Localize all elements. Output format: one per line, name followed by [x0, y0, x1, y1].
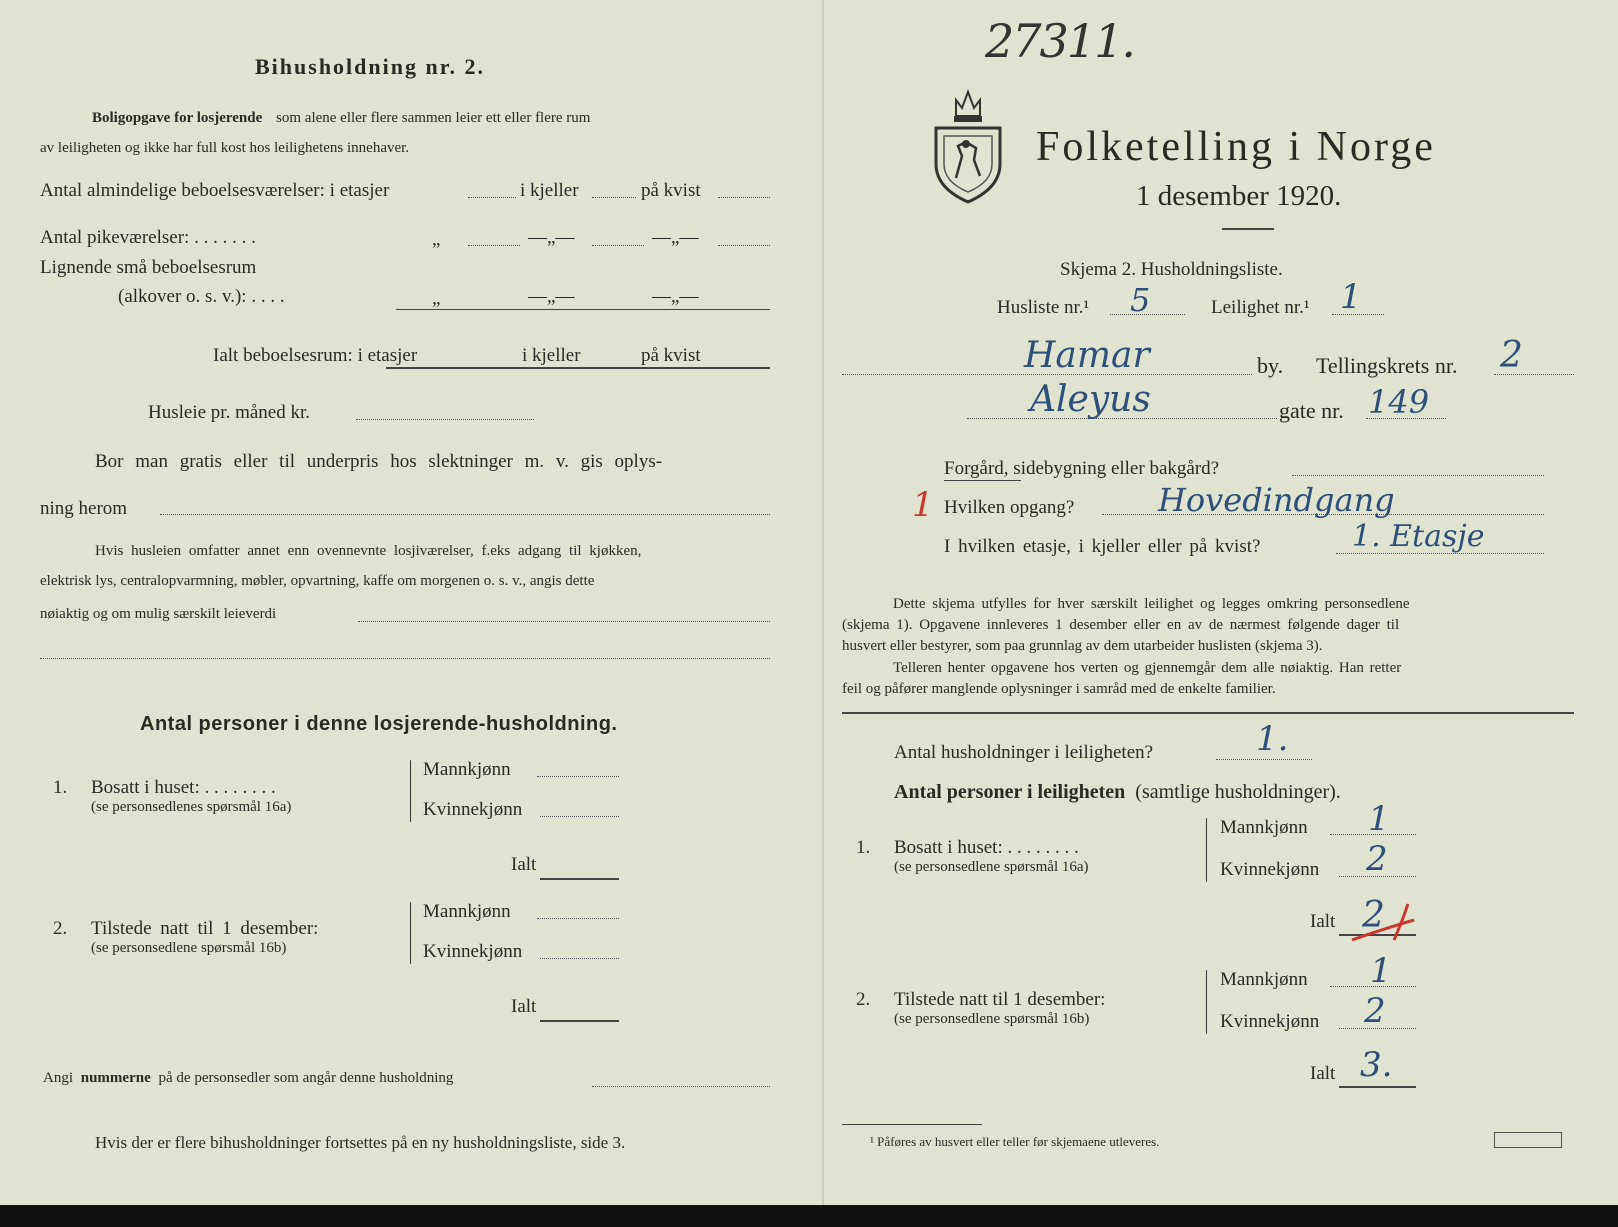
- etasje-label: I hvilken etasje, i kjeller eller på kvist?: [944, 536, 1261, 557]
- husleie-field[interactable]: [356, 419, 534, 420]
- pike-ditto-2: —„—: [528, 227, 575, 248]
- antal-pers-heading: [894, 782, 1341, 802]
- leieverdi-field[interactable]: [358, 621, 770, 622]
- ialt-kjeller-label: i kjeller: [522, 345, 581, 366]
- ning-herom-label: ning herom: [40, 498, 128, 519]
- intro-bold: Boligopgave for losjerende: [92, 110, 263, 126]
- right-q1-brace: [1206, 818, 1207, 882]
- bor-man-text: Bor man gratis eller til underpris hos slektninger m. v. gis oplys-: [95, 451, 663, 472]
- right-q2-mann-value[interactable]: 1: [1370, 951, 1392, 991]
- right-q1-kvinne-label: Kvinnekjønn: [1220, 859, 1320, 880]
- right-date: 1 desember 1920.: [1136, 180, 1342, 212]
- alm-kjeller-field[interactable]: [592, 197, 636, 198]
- footnote-rule: [842, 1124, 982, 1125]
- left-q2-sub: (se personsedlene spørsmål 16b): [91, 940, 287, 956]
- intro-line-1: [92, 111, 590, 126]
- krets-label: Tellingskrets nr.: [1316, 353, 1458, 378]
- left-persons-heading: Antal personer i denne losjerende-husholdning.: [140, 713, 618, 735]
- right-q2-ialt-value[interactable]: 3.: [1360, 1045, 1393, 1085]
- forgaard-underline: [944, 480, 1021, 481]
- lignende-label-2: (alkover o. s. v.): . . . .: [118, 286, 285, 307]
- angi-field[interactable]: [592, 1086, 770, 1087]
- leieverdi-field-2[interactable]: [40, 658, 770, 659]
- hvis-line-1: Hvis husleien omfatter annet enn ovennevnte losjiværelser, f.eks adgang til kjøkken,: [95, 543, 642, 559]
- left-q1-brace: [410, 760, 411, 822]
- pike-kvist-field[interactable]: [718, 245, 770, 246]
- husliste-value[interactable]: 5: [1130, 281, 1151, 319]
- ialt-rum-underline: [386, 367, 770, 369]
- footnote-text: ¹ Påføres av husvert eller teller før skjemaene utleveres.: [870, 1134, 1160, 1149]
- opgang-red-mark: 1: [912, 485, 934, 525]
- title-rule: [1222, 228, 1274, 230]
- hvis-line-3: nøiaktig og om mulig særskilt leieverdi: [40, 606, 277, 622]
- left-title: Bihusholdning nr. 2.: [255, 54, 485, 79]
- intro-rest: som alene eller flere sammen leier ett eller flere rum: [276, 110, 591, 126]
- pike-kjeller-field[interactable]: [592, 245, 644, 246]
- left-q1-mann-label: Mannkjønn: [423, 759, 511, 780]
- ialt-rum-label: Ialt beboelsesrum: i etasjer: [213, 345, 418, 366]
- left-q2-ialt-label: Ialt: [511, 996, 537, 1017]
- left-q1-num: 1.: [53, 777, 68, 798]
- left-q2-kvinne-label: Kvinnekjønn: [423, 941, 523, 962]
- ialt-kvist-label: på kvist: [641, 345, 701, 366]
- right-q1-ialt-label: Ialt: [1310, 911, 1336, 932]
- pike-etasjer-field[interactable]: [468, 245, 520, 246]
- forgaard-field[interactable]: [1292, 475, 1544, 476]
- alm-kjeller-label: i kjeller: [520, 180, 579, 201]
- husliste-label: Husliste nr.¹: [997, 297, 1090, 318]
- lignende-label-1: Lignende små beboelsesrum: [40, 257, 257, 278]
- left-q2-kvinne-field[interactable]: [540, 958, 619, 959]
- antal-hush-value[interactable]: 1.: [1256, 719, 1289, 759]
- angi-line: [43, 1071, 453, 1086]
- pike-ditto-3: —„—: [652, 227, 699, 248]
- by-value[interactable]: Hamar: [1024, 335, 1150, 376]
- antal-pers-bold: Antal personer i leiligheten: [894, 781, 1126, 803]
- right-q2-mann-label: Mannkjønn: [1220, 969, 1308, 990]
- right-q2-ialt-label: Ialt: [1310, 1063, 1336, 1084]
- right-q1-ialt-value[interactable]: 2: [1362, 895, 1385, 936]
- left-q2-ialt-field[interactable]: [540, 1020, 619, 1022]
- info-line-1: Dette skjema utfylles for hver særskilt leilighet og legges omkring personsedlene: [893, 596, 1410, 612]
- left-q1-ialt-label: Ialt: [511, 854, 537, 875]
- skjema-label: Skjema 2. Husholdningsliste.: [1060, 259, 1283, 280]
- archive-stamp-number: 27311.: [985, 14, 1134, 68]
- info-line-2: (skjema 1). Opgavene innleveres 1 desember eller en av de nærmest følgende dager til: [842, 617, 1400, 633]
- gate-label: gate nr.: [1279, 398, 1344, 423]
- right-q2-kvinne-value[interactable]: 2: [1364, 991, 1386, 1031]
- right-q2-kvinne-label: Kvinnekjønn: [1220, 1011, 1320, 1032]
- right-q2-label: Tilstede natt til 1 desember:: [894, 989, 1106, 1010]
- right-q1-num: 1.: [856, 837, 871, 858]
- left-q1-ialt-field[interactable]: [540, 878, 619, 880]
- right-q1-kvinne-value[interactable]: 2: [1366, 839, 1388, 879]
- gate-value[interactable]: Aleyus: [1030, 379, 1151, 420]
- right-q2-sub: (se personsedlene spørsmål 16b): [894, 1011, 1090, 1027]
- alm-kvist-field[interactable]: [718, 197, 770, 198]
- by-label: by.: [1257, 353, 1284, 378]
- left-q1-mann-field[interactable]: [537, 776, 619, 777]
- right-q1-label: Bosatt i huset: . . . . . . . .: [894, 837, 1079, 858]
- info-line-4: Telleren henter opgavene hos verten og gjennemgår dem alle nøiaktig. Han retter: [893, 660, 1402, 676]
- lign-ditto-2: —„—: [528, 286, 575, 307]
- gate-nr-value[interactable]: 149: [1368, 383, 1430, 421]
- lign-underline: [396, 309, 770, 310]
- lign-ditto-3: —„—: [652, 286, 699, 307]
- krets-value[interactable]: 2: [1500, 335, 1523, 376]
- right-q1-ialt-correction-mark: [1350, 895, 1430, 944]
- husleie-label: Husleie pr. måned kr.: [148, 402, 310, 423]
- right-q1-sub: (se personsedlene spørsmål 16a): [894, 859, 1089, 875]
- antal-pike-label: Antal pikeværelser: . . . . . . .: [40, 227, 256, 248]
- lign-ditto-1: „: [432, 288, 441, 309]
- info-line-5: feil og påfører manglende oplysninger i samråd med de enkelte familier.: [842, 681, 1276, 697]
- page-fold: [822, 0, 824, 1205]
- info-divider: [842, 712, 1574, 714]
- right-q1-mann-label: Mannkjønn: [1220, 817, 1308, 838]
- left-q1-sub: (se personsedlenes spørsmål 16a): [91, 799, 292, 815]
- left-q2-num: 2.: [53, 918, 68, 939]
- right-q1-mann-value[interactable]: 1: [1368, 799, 1390, 839]
- coat-of-arms-icon: [932, 86, 1004, 206]
- angi-post: på de personsedler som angår denne husholdning: [158, 1070, 454, 1086]
- antal-pers-rest: (samtlige husholdninger).: [1135, 781, 1341, 803]
- intro-line-2: av leiligheten og ikke har full kost hos leilighetens innehaver.: [40, 140, 410, 156]
- printer-mark-icon: [1494, 1132, 1562, 1148]
- antal-hush-field[interactable]: [1216, 759, 1312, 760]
- alm-kvist-label: på kvist: [641, 180, 701, 201]
- forgaard-label: Forgård, sidebygning eller bakgård?: [944, 458, 1220, 479]
- left-q2-label: Tilstede natt til 1 desember:: [91, 918, 319, 939]
- alm-etasjer-field[interactable]: [468, 197, 516, 198]
- antal-alm-label: Antal almindelige beboelsesværelser: i etasjer: [40, 180, 390, 201]
- right-q2-brace: [1206, 970, 1207, 1034]
- antal-hush-label: Antal husholdninger i leiligheten?: [894, 742, 1154, 763]
- left-q2-mann-label: Mannkjønn: [423, 901, 511, 922]
- angi-bold: nummerne: [80, 1070, 151, 1086]
- hvis-flere-text: Hvis der er flere bihusholdninger fortsettes på en ny husholdningsliste, side 3.: [95, 1133, 626, 1152]
- hvis-line-2: elektrisk lys, centralopvarmning, møbler, opvartning, kaffe om morgenen o. s. v., angis dette: [40, 573, 595, 589]
- angi-pre: Angi: [43, 1070, 73, 1086]
- opgang-label: Hvilken opgang?: [944, 497, 1075, 518]
- leilighet-label: Leilighet nr.¹: [1211, 297, 1310, 318]
- etasje-value[interactable]: 1. Etasje: [1352, 519, 1485, 554]
- left-q2-brace: [410, 902, 411, 964]
- gratis-field[interactable]: [160, 514, 770, 515]
- pike-ditto-1: „: [432, 229, 441, 250]
- left-q2-mann-field[interactable]: [537, 918, 619, 919]
- right-title: Folketelling i Norge: [1036, 124, 1436, 170]
- left-q1-kvinne-label: Kvinnekjønn: [423, 799, 523, 820]
- left-q1-label: Bosatt i huset: . . . . . . . .: [91, 777, 276, 798]
- leilighet-value[interactable]: 1: [1340, 277, 1362, 317]
- left-q1-kvinne-field[interactable]: [540, 816, 619, 817]
- info-line-3: husvert eller bestyrer, som paa grunnlag av dem utarbeider huslisten (skjema 3).: [842, 638, 1323, 654]
- right-q2-num: 2.: [856, 989, 871, 1010]
- right-q2-ialt-field[interactable]: [1339, 1086, 1416, 1088]
- opgang-value[interactable]: Hovedindgang: [1158, 481, 1395, 519]
